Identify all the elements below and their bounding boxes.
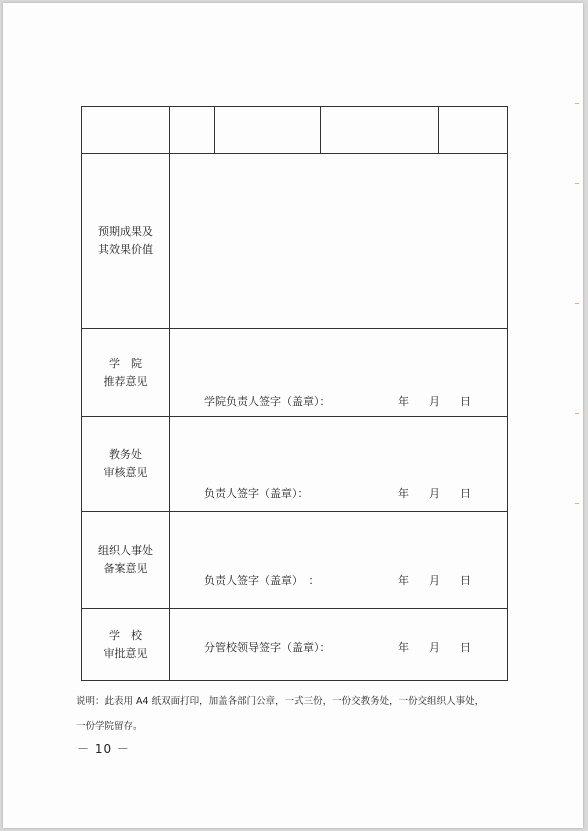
month-label: 月: [429, 574, 440, 587]
sub-cell: [321, 107, 439, 153]
year-label: 年: [398, 574, 409, 587]
day-label: 日: [460, 574, 471, 587]
signature-line: [204, 485, 471, 501]
empty-cell: [82, 107, 170, 154]
year-label: 年: [398, 395, 409, 408]
label-line: 审批意见: [103, 646, 148, 660]
approval-form-table: [81, 106, 508, 681]
sub-grid: [170, 107, 507, 153]
date-fields: [398, 572, 471, 588]
edge-mark: [575, 413, 579, 414]
sub-cell: [170, 107, 215, 153]
label-line: 其效果价值: [98, 243, 153, 256]
edge-mark: [575, 503, 579, 504]
label-line: 教务处: [109, 448, 142, 461]
page-number: － 10 －: [77, 742, 130, 756]
date-fields: [398, 485, 471, 501]
sub-cell: [215, 107, 321, 153]
personnel-office-label: [82, 512, 170, 609]
date-fields: [398, 393, 471, 409]
table-row-college: [82, 329, 508, 417]
label-line: 组织人事处: [98, 544, 153, 557]
signature-label: 学院负责人签字（盖章）：: [204, 395, 331, 408]
college-opinion-label: [82, 329, 170, 417]
signature-line: [204, 639, 471, 655]
date-fields: [398, 639, 471, 655]
year-label: 年: [398, 487, 409, 500]
note-line: 说明：此表用 A4 纸双面打印，加盖各部门公章，一式三份，一份交教务处，一份交组织人事处，: [76, 696, 485, 707]
school-approval-field[interactable]: [170, 609, 508, 681]
form-note: [76, 689, 516, 739]
signature-label: 分管校领导签字（盖章）：: [204, 641, 331, 654]
edge-mark: [575, 183, 579, 184]
document-page: [3, 3, 583, 828]
day-label: 日: [460, 487, 471, 500]
day-label: 日: [460, 641, 471, 654]
signature-label: 负责人签字（盖章）：: [204, 487, 309, 500]
table-row-school: [82, 609, 508, 681]
year-label: 年: [398, 641, 409, 654]
table-row-academic: [82, 417, 508, 512]
label-line: 学 院: [109, 356, 142, 370]
sub-cell: [439, 107, 507, 153]
edge-mark: [575, 103, 579, 104]
month-label: 月: [429, 641, 440, 654]
table-row-top: [82, 107, 508, 154]
scan-edge-marks: [575, 83, 579, 683]
table-row-personnel: [82, 512, 508, 609]
expected-results-label: [82, 154, 170, 329]
label-line: 推荐意见: [103, 374, 148, 388]
label-line: 审核意见: [103, 466, 148, 479]
label-line: 备案意见: [103, 562, 148, 575]
edge-mark: [575, 303, 579, 304]
month-label: 月: [429, 487, 440, 500]
personnel-office-field[interactable]: [170, 512, 508, 609]
signature-line: [204, 393, 471, 409]
label-line: 学 校: [109, 628, 142, 642]
month-label: 月: [429, 395, 440, 408]
academic-affairs-field[interactable]: [170, 417, 508, 512]
label-line: 预期成果及: [98, 225, 153, 238]
top-sub-grid-cell: [170, 107, 508, 154]
expected-results-field[interactable]: [170, 154, 508, 329]
table-row-expected: [82, 154, 508, 329]
day-label: 日: [460, 395, 471, 408]
college-opinion-field[interactable]: [170, 329, 508, 417]
school-approval-label: [82, 609, 170, 681]
signature-line: [204, 572, 471, 588]
note-line: 一份学院留存。: [76, 721, 143, 732]
academic-affairs-label: [82, 417, 170, 512]
signature-label: 负责人签字（盖章） ：: [204, 574, 320, 587]
